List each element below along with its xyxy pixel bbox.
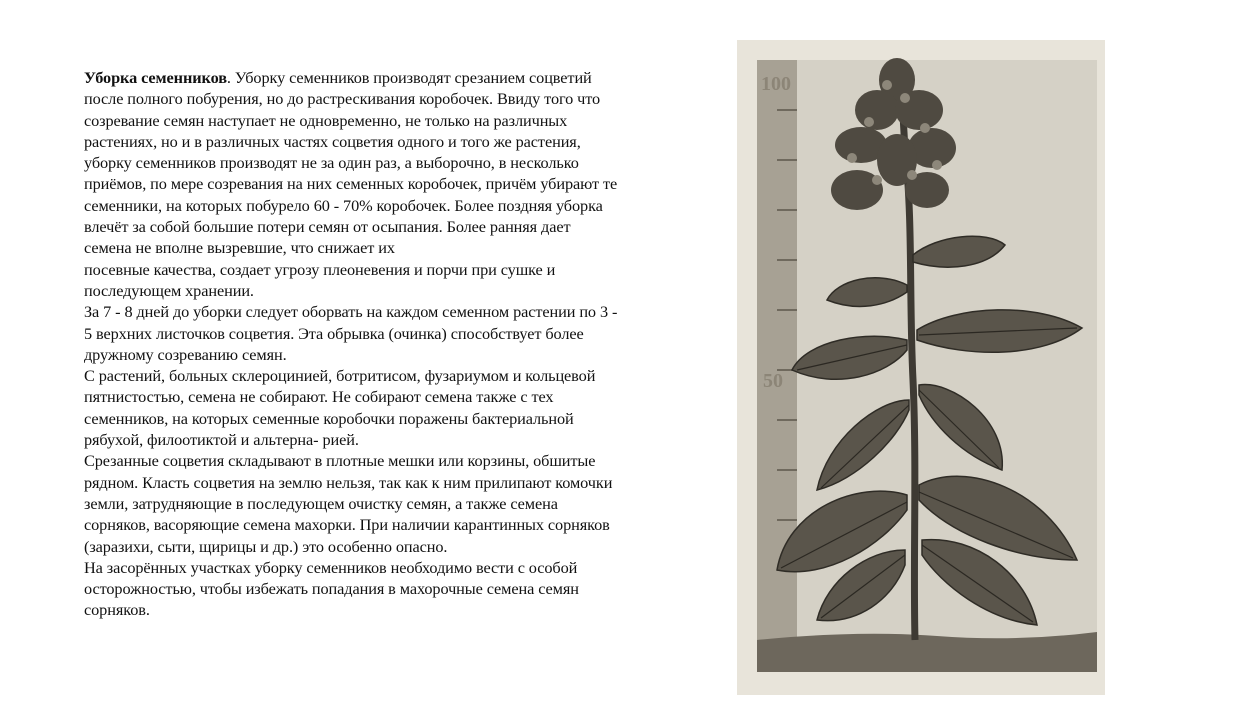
seed-plant-photo: [737, 40, 1105, 695]
paragraph-3-line: рябухой, филоотиктой и альтерна- рией.: [84, 430, 359, 450]
paragraph-1: [84, 67, 724, 88]
paragraph-2-line: дружному созреванию семян.: [84, 344, 287, 364]
paragraph-1-line: растениях, но и в различных частях соцветия одного и того же растения,: [84, 131, 581, 151]
paragraph-5-line: сорняков.: [84, 600, 150, 620]
scale-label-mid: 50: [763, 370, 783, 392]
paragraph-3-line: семенников, на которых семенные коробочки поражены бактериальной: [84, 408, 574, 428]
paragraph-5-line: На засорённых участках уборку семенников необходимо вести с особой: [84, 557, 578, 577]
paragraph-3-line: С растений, больных склероцинией, ботритисом, фузариумом и кольцевой: [84, 366, 596, 386]
paragraph-1-line: созревание семян наступает не одновременно, не только на различных: [84, 110, 568, 130]
plant-illustration: [737, 40, 1105, 695]
paragraph-3-line: пятнистостью, семена не собирают. Не собирают семена также с тех: [84, 387, 554, 407]
paragraph-1-line: семена не вполне вызревшие, что снижает их: [84, 238, 395, 258]
paragraph-1-line: после полного побурения, но до растрескивания коробочек. Ввиду того что: [84, 89, 601, 109]
ground: [757, 632, 1097, 672]
paragraph-1-line: посевные качества, создает угрозу плеоневения и порчи при сушке и: [84, 259, 556, 279]
paragraph-2-line: За 7 - 8 дней до уборки следует оборвать на каждом семенном растении по 3 -: [84, 302, 618, 322]
paragraph-4-line: Срезанные соцветия складывают в плотные мешки или корзины, обшитые: [84, 451, 596, 471]
paragraph-1-lead: . Уборку семенников производят срезанием соцветий: [226, 68, 592, 87]
paragraph-4-line: сорняков, васоряющие семена махорки. При наличии карантинных сорняков: [84, 515, 610, 535]
scale-label-top: 100: [761, 73, 791, 95]
paragraph-4-line: (заразихи, сыти, щирицы и др.) это особенно опасно.: [84, 536, 448, 556]
paragraph-1-line: приёмов, по мере созревания на них семенных коробочек, причём убирают те: [84, 174, 618, 194]
section-title: Уборка семенников: [84, 68, 227, 87]
paragraph-1-line: влечёт за собой большие потери семян от осыпания. Более ранняя дает: [84, 217, 571, 237]
paragraph-5-line: осторожностью, чтобы избежать попадания в махорочные семена семян: [84, 579, 579, 599]
paragraph-4-line: рядном. Класть соцветия на землю нельзя, так как к ним прилипают комочки: [84, 472, 613, 492]
paragraph-4-line: земли, затрудняющие в последующем очистку семян, а также семена: [84, 493, 558, 513]
paragraph-1-line: последующем хранении.: [84, 280, 254, 300]
paragraph-1-line: семенники, на которых побурело 60 - 70% коробочек. Более поздняя уборка: [84, 195, 603, 215]
article-text: [84, 67, 724, 621]
paragraph-1-line: уборку семенников производят не за один раз, а выборочно, в несколько: [84, 153, 579, 173]
paragraph-2-line: 5 верхних листочков соцветия. Эта обрывка (очинка) способствует более: [84, 323, 584, 343]
